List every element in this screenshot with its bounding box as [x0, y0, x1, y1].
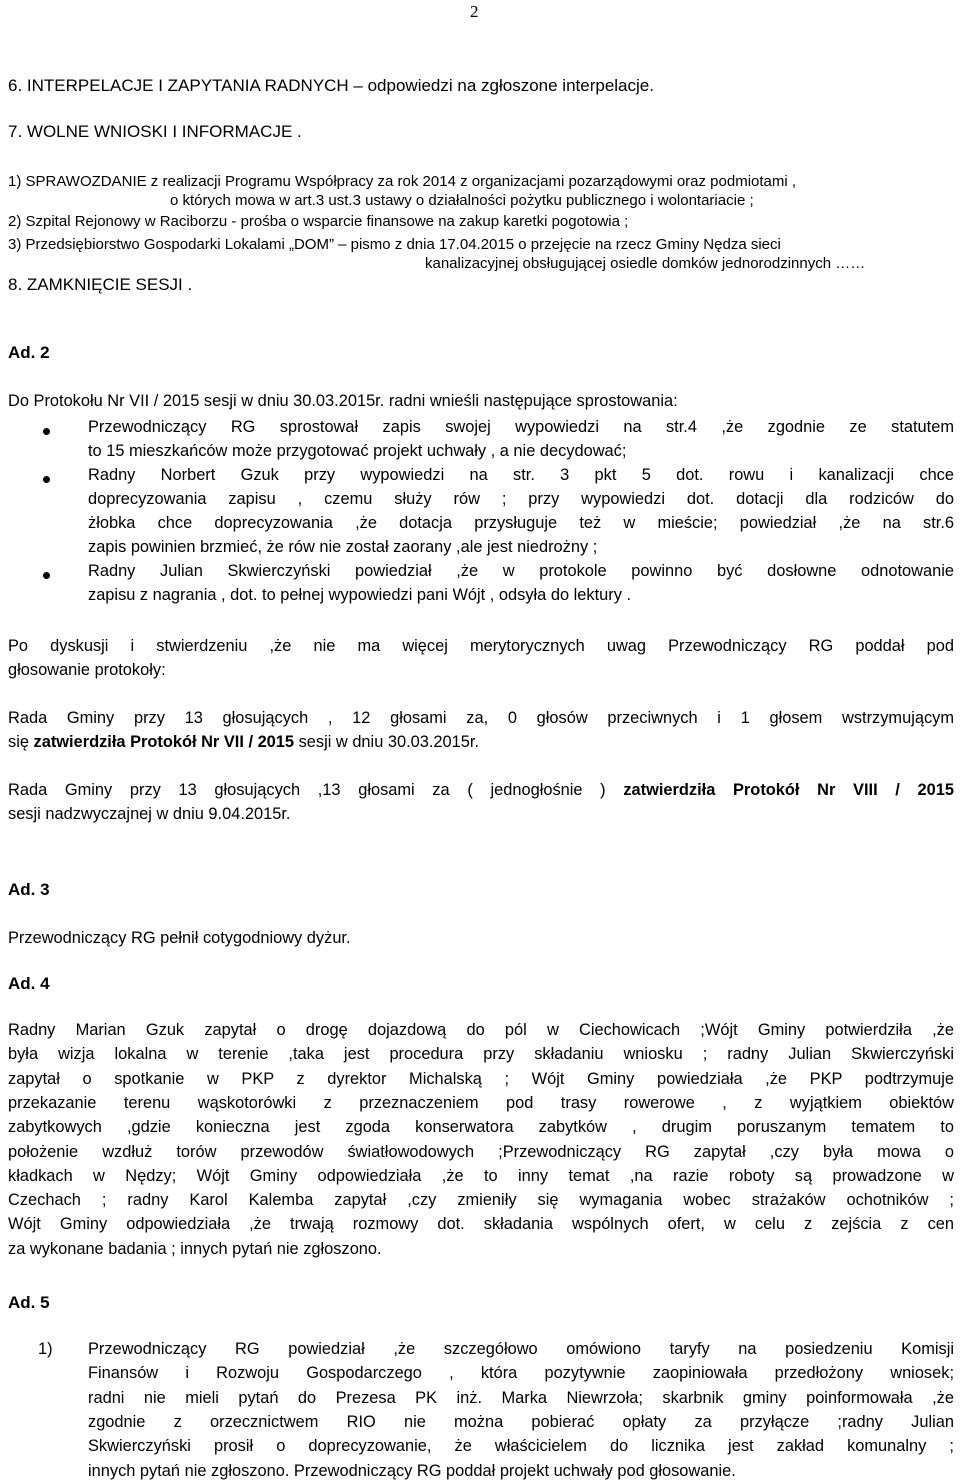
ad3-heading: Ad. 3	[8, 880, 50, 899]
correction-1-line1: Przewodniczący RG sprostował zapis swojej wypowiedzi na str.4 ,że zgodnie ze statutem	[88, 418, 954, 436]
paragraph-line: Skwierczyński prosił o doprecyzowanie, że właścicielem do licznika jest zakład komunalny ;	[88, 1437, 954, 1456]
ad3-text: Przewodniczący RG pełnił cotygodniowy dyżur.	[8, 929, 351, 947]
paragraph-line: była wizja lokalna w terenie ,taka jest procedura przy składaniu wniosku ; radny Julian Skwierczyński	[8, 1045, 954, 1064]
ad4-heading: Ad. 4	[8, 974, 50, 993]
vote-1-suffix: sesji w dniu 30.03.2015r.	[294, 733, 480, 751]
paragraph-line: Radny Marian Gzuk zapytał o drogę dojazdową do pól w Ciechowicach ;Wójt Gminy potwierdziła ,że	[8, 1021, 954, 1039]
correction-2-line4: zapis powinien brzmieć, że rów nie został zaorany ,ale jest niedrożny ;	[88, 538, 598, 556]
paragraph-line: Finansów i Rozwoju Gospodarczego , która pozytywnie zaopiniowała przedłożony wniosek;	[88, 1364, 954, 1383]
agenda-item-6: 6. INTERPELACJE I ZAPYTANIA RADNYCH – odpowiedzi na zgłoszone interpelacje.	[8, 76, 654, 95]
subitem-3-line1: 3) Przedsiębiorstwo Gospodarki Lokalami „DOM” – pismo z dnia 17.04.2015 o przejęcie na rzecz Gminy Nędza sieci	[8, 236, 781, 253]
paragraph-line: zgodnie z orzecznictwem RIO nie można pobierać opłaty za przyłącze ;radny Julian	[88, 1412, 954, 1431]
paragraph-line: przekazanie terenu wąskotorówki z przeznaczeniem pod trasy rowerowe , z wyjątkiem obiektów	[8, 1093, 954, 1112]
paragraph-line: Wójt Gminy odpowiedziała ,że trwają rozmowy dot. składania wspólnych ofert, w celu z zejścia z cen	[8, 1215, 954, 1234]
correction-2-line2: doprecyzowania zapisu , czemu służy rów ; przy wypowiedzi dot. dotacji dla rodziców do	[88, 490, 954, 508]
correction-1-line2: to 15 mieszkańców może przygotować projekt uchwały , a nie decydować;	[88, 442, 627, 460]
paragraph-line: innych pytań nie zgłoszono. Przewodniczący RG poddał projekt uchwały pod głosowanie.	[88, 1461, 736, 1480]
vote-2-prefix: Rada Gminy przy 13 głosujących ,13 głosami za ( jednogłośnie )	[8, 781, 624, 799]
vote-1-prefix: się	[8, 733, 34, 751]
paragraph-line: za wykonane badania ; innych pytań nie zgłoszono.	[8, 1239, 382, 1258]
paragraph-line: zapytał o spotkanie w PKP z dyrektor Michalską ; Wójt Gminy powiedziała ,że PKP podtrzymuje	[8, 1069, 954, 1088]
discussion-line1: Po dyskusji i stwierdzeniu ,że nie ma więcej merytorycznych uwag Przewodniczący RG poddał pod	[8, 637, 954, 655]
vote-1-line1: Rada Gminy przy 13 głosujących , 12 głosami za, 0 głosów przeciwnych i 1 głosem wstrzymującym	[8, 709, 954, 727]
paragraph-line: kładkach w Nędzy; Wójt Gminy odpowiedziała ,że to inny temat ,na razie roboty są prowadzone w	[8, 1166, 954, 1185]
subitem-2: 2) Szpital Rejonowy w Raciborzu - prośba o wsparcie finansowe na zakup karetki pogotowia ;	[8, 213, 629, 230]
vote-1-approval: zatwierdziła Protokół Nr VII / 2015	[33, 733, 295, 751]
vote-2-line1	[8, 781, 954, 800]
correction-2-line3: żłobka chce doprecyzowania ,że dotacja przysługuje też w mieście; powiedział ,że na str.6	[88, 514, 954, 532]
discussion-line2: głosowanie protokoły:	[8, 661, 166, 679]
vote-1-line2	[8, 733, 479, 752]
agenda-item-8: 8. ZAMKNIĘCIE SESJI .	[8, 275, 193, 294]
paragraph-line: zabytkowych ,gdzie konieczna jest zgoda konserwatora zabytków , drugim poruszanym tematem to	[8, 1118, 954, 1137]
paragraph-line: Czechach ; radny Karol Kalemba zapytał ,czy zmieniły się wymagania wobec strażaków ochotników ;	[8, 1191, 954, 1210]
ad2-intro: Do Protokołu Nr VII / 2015 sesji w dniu 30.03.2015r. radni wnieśli następujące sprostowania:	[8, 392, 678, 410]
ad5-heading: Ad. 5	[8, 1293, 50, 1312]
vote-2-approval: zatwierdziła Protokół Nr VIII / 2015	[623, 781, 954, 799]
paragraph-line: położenie wzdłuż torów przewodów światłowodowych ;Przewodniczący RG zapytał ,czy była mowa o	[8, 1142, 954, 1161]
ad2-heading: Ad. 2	[8, 343, 50, 362]
correction-2-line1: Radny Norbert Gzuk przy wypowiedzi na str. 3 pkt 5 dot. rowu i kanalizacji chce	[88, 466, 954, 484]
subitem-1-line2: o których mowa w art.3 ust.3 ustawy o działalności pożytku publicznego i wolontariacie ;	[170, 192, 754, 209]
correction-3-line2: zapisu z nagrania , dot. to pełnej wypowiedzi pani Wójt , odsyła do lektury .	[88, 586, 632, 604]
bullet-icon	[43, 572, 50, 579]
subitem-3-line2: kanalizacyjnej obsługującej osiedle domków jednorodzinnych ……	[425, 255, 866, 272]
page-number: 2	[470, 2, 479, 21]
paragraph-line: Przewodniczący RG powiedział ,że szczegółowo omówiono taryfy na posiedzeniu Komisji	[88, 1340, 954, 1358]
paragraph-line: radni nie mieli pytań do Prezesa PK inż. Marka Niewrzoła; skarbnik gminy poinformowała ,że	[88, 1388, 954, 1407]
correction-3-line1: Radny Julian Skwierczyński powiedział ,że w protokole powinno być dosłowne odnotowanie	[88, 562, 954, 580]
bullet-icon	[43, 428, 50, 435]
vote-2-line2: sesji nadzwyczajnej w dniu 9.04.2015r.	[8, 805, 291, 823]
agenda-item-7: 7. WOLNE WNIOSKI I INFORMACJE .	[8, 122, 302, 141]
ad5-item-number: 1)	[38, 1340, 53, 1358]
bullet-icon	[43, 476, 50, 483]
subitem-1-line1: 1) SPRAWOZDANIE z realizacji Programu Współpracy za rok 2014 z organizacjami pozarządowymi oraz podmiotami ,	[8, 173, 797, 190]
